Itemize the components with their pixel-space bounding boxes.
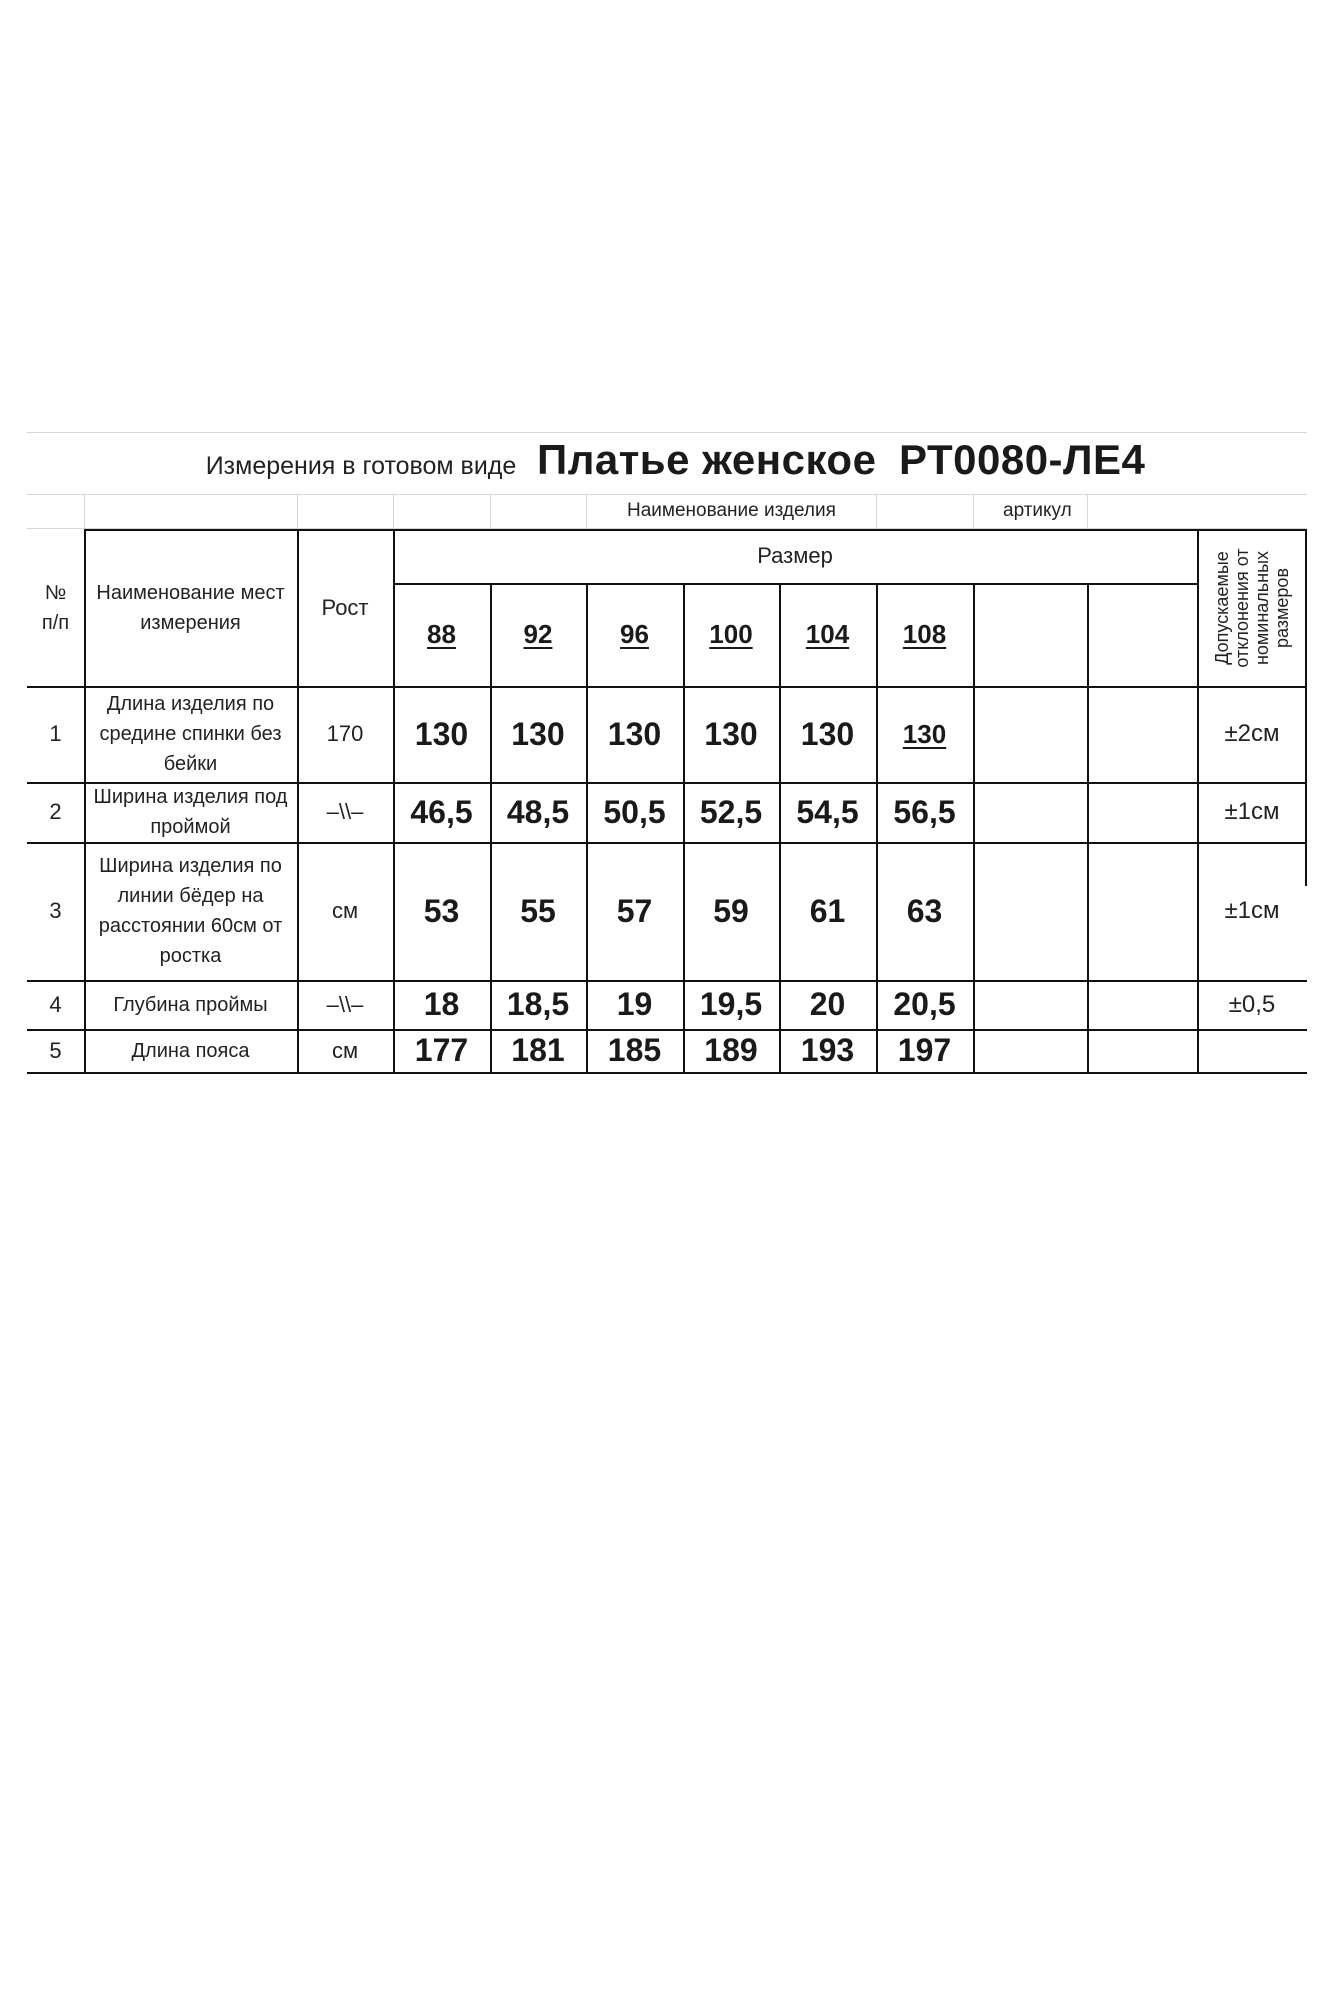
product-name-label: Наименование изделия xyxy=(627,500,836,521)
row-num: 1 xyxy=(49,721,62,746)
article-label: артикул xyxy=(1003,500,1072,521)
row-value: 18 xyxy=(423,986,460,1022)
grid-line xyxy=(27,432,1307,433)
row-value: 130 xyxy=(607,715,662,752)
row-measure-name: Глубина проймы xyxy=(113,993,268,1016)
size-header: 88 xyxy=(427,619,456,649)
row-value: 46,5 xyxy=(410,793,473,830)
size-header: 96 xyxy=(620,619,649,649)
row-value: 63 xyxy=(906,892,943,929)
grid-line xyxy=(393,494,394,528)
grid-line xyxy=(1087,494,1088,528)
row-value: 130 xyxy=(414,715,469,752)
row-value: 54,5 xyxy=(796,793,859,830)
row-measure-name: Ширина изделия по линии бёдер на расстоянии 60см от ростка xyxy=(98,855,283,967)
grid-line xyxy=(297,494,298,528)
row-value: 130 xyxy=(800,715,855,752)
header-height: Рост xyxy=(321,594,369,620)
table-border xyxy=(973,583,975,1072)
row-value: 48,5 xyxy=(506,793,570,830)
row-value: 55 xyxy=(520,892,556,929)
row-height: см xyxy=(331,898,359,923)
row-value: 177 xyxy=(414,1032,469,1068)
row-value: 185 xyxy=(607,1032,662,1068)
table-border xyxy=(1087,583,1089,1072)
row-measure-name: Длина изделия по средине спинки без бейки xyxy=(99,693,282,775)
grid-line xyxy=(876,494,877,528)
header-measure-name: Наименование мест измерения xyxy=(96,581,285,634)
table-border xyxy=(27,1072,1307,1074)
row-value: 197 xyxy=(897,1032,952,1068)
header-size: Размер xyxy=(757,543,833,568)
row-num: 3 xyxy=(49,898,62,923)
row-height: –\\– xyxy=(326,991,364,1017)
row-value: 53 xyxy=(423,892,460,929)
row-num: 5 xyxy=(49,1037,62,1063)
product-title: Платье женское xyxy=(537,436,877,483)
size-header: 100 xyxy=(709,619,753,649)
size-header: 104 xyxy=(805,619,850,649)
row-value: 57 xyxy=(616,892,653,929)
row-tolerance: ±1см xyxy=(1224,897,1280,924)
header-num: № п/п xyxy=(41,581,70,634)
row-value: 130 xyxy=(511,715,565,752)
row-value: 189 xyxy=(704,1032,758,1068)
row-value: 50,5 xyxy=(603,793,666,830)
measurement-sheet xyxy=(27,432,1307,1072)
row-measure-name: Длина пояса xyxy=(131,1039,250,1062)
grid-line xyxy=(490,494,491,528)
row-value: 59 xyxy=(713,892,749,929)
header-tolerance: Допускаемые отклонения от номинальных размеров xyxy=(1212,548,1292,668)
row-value: 130 xyxy=(704,715,758,752)
row-value: 20,5 xyxy=(893,986,956,1022)
row-value: 20 xyxy=(809,986,846,1022)
row-tolerance xyxy=(1197,1029,1307,1072)
grid-line xyxy=(84,494,85,528)
grid-line xyxy=(586,494,587,528)
row-value: 19,5 xyxy=(699,986,763,1022)
row-value: 56,5 xyxy=(893,793,956,830)
row-height: –\\– xyxy=(326,799,364,824)
sheet-caption: Измерения в готовом виде xyxy=(205,452,517,480)
size-header: 92 xyxy=(523,619,553,649)
grid-line xyxy=(973,494,974,528)
article-code: РТ0080-ЛЕ4 xyxy=(899,436,1146,483)
grid-line xyxy=(27,494,1307,495)
row-tolerance: ±1см xyxy=(1224,798,1280,825)
row-value: 181 xyxy=(511,1032,565,1068)
row-tolerance: ±2см xyxy=(1224,720,1280,747)
row-value: 61 xyxy=(809,892,846,929)
size-header: 108 xyxy=(902,619,947,649)
row-value: 19 xyxy=(616,986,653,1022)
row-value: 18,5 xyxy=(506,986,570,1022)
row-value: 130 xyxy=(902,718,947,749)
row-measure-name: Ширина изделия под проймой xyxy=(93,786,288,838)
row-num: 4 xyxy=(49,991,62,1017)
row-value: 52,5 xyxy=(699,793,763,830)
row-height: 170 xyxy=(326,721,364,746)
row-num: 2 xyxy=(49,799,62,824)
row-value: 193 xyxy=(800,1032,855,1068)
row-tolerance: ±0,5 xyxy=(1228,990,1276,1018)
row-height: см xyxy=(331,1037,359,1063)
